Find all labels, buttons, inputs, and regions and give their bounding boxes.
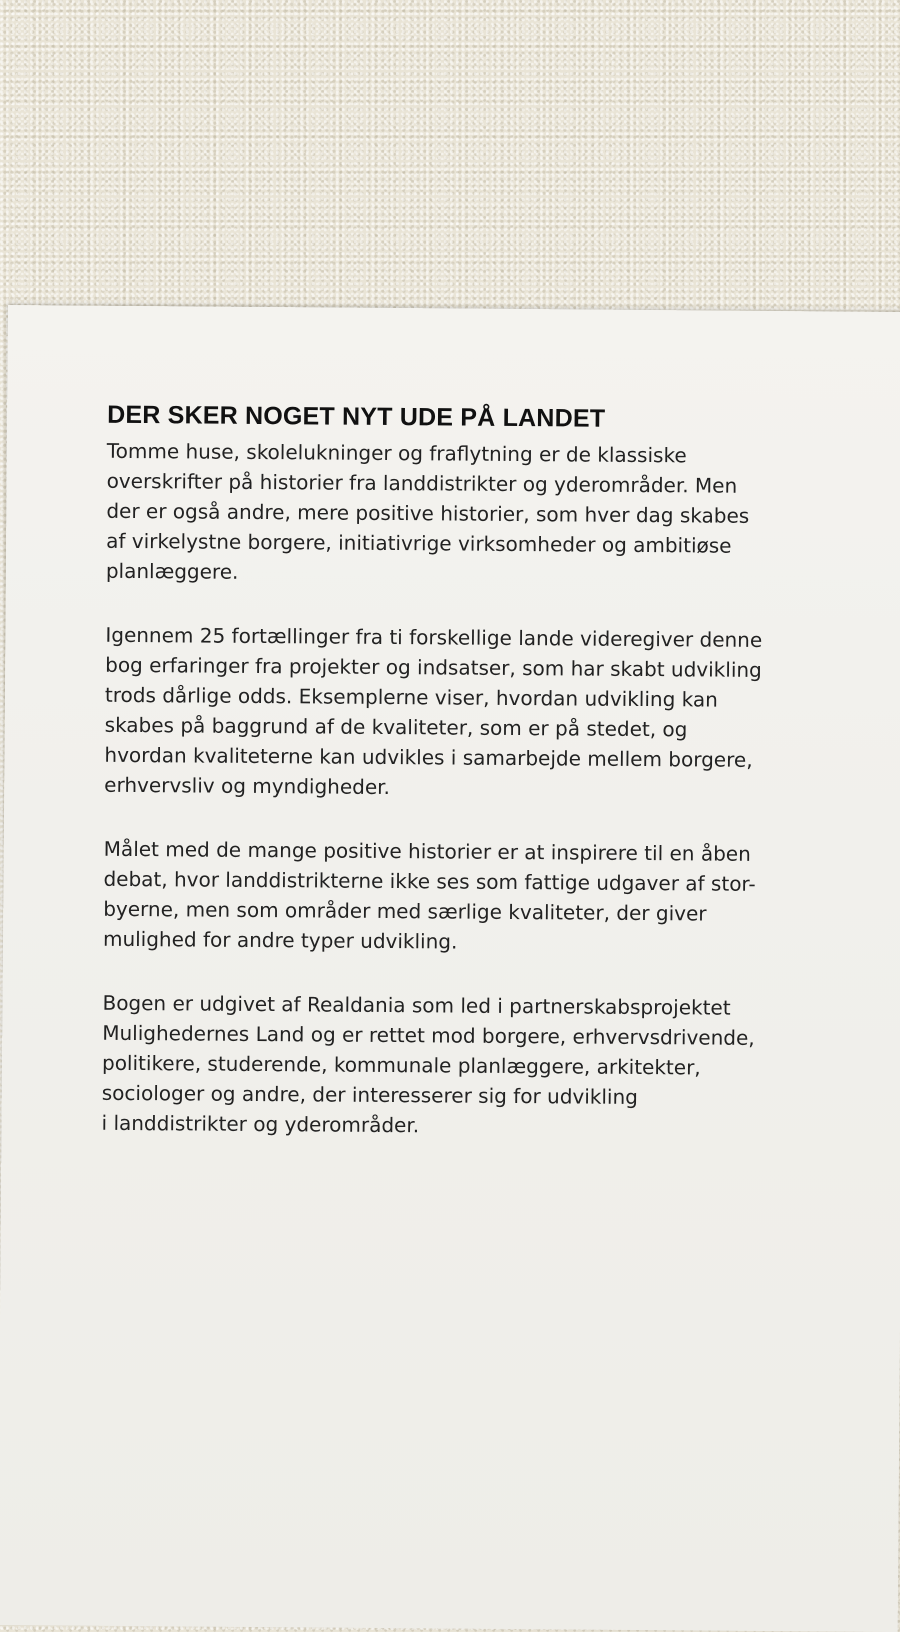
text-line: mulighed for andre typer udvikling. xyxy=(102,926,458,954)
text-line: Bogen er udgivet af Realdania som led i partnerskabsprojektet xyxy=(102,990,731,1020)
text-line: hvordan kvaliteterne kan udvikles i samarbejde mellem borgere, xyxy=(104,742,753,772)
paragraph-3 xyxy=(103,834,864,960)
text-line: Mulighedernes Land og er rettet mod borgere, erhvervsdrivende, xyxy=(102,1020,755,1050)
paragraph-2 xyxy=(104,620,865,806)
text-line: trods dårlige odds. Eksemplerne viser, hvordan udvikling kan xyxy=(104,682,718,712)
text-line: erhvervsliv og myndigheder. xyxy=(104,772,391,800)
paragraph-1 xyxy=(106,436,867,592)
text-line: byerne, men som områder med særlige kvaliteter, der giver xyxy=(103,896,707,926)
paragraph-4 xyxy=(101,988,862,1144)
text-line: planlæggere. xyxy=(105,558,239,584)
book-back-cover xyxy=(0,305,900,1632)
text-line: Målet med de mange positive historier er at inspirere til en åben xyxy=(103,836,751,866)
text-line: Igennem 25 fortællinger fra ti forskellige lande videregiver denne xyxy=(105,622,763,652)
text-line: Tomme huse, skolelukninger og fraflytning er de klassiske xyxy=(106,438,687,468)
text-line: politikere, studerende, kommunale planlæggere, arkitekter, xyxy=(101,1050,701,1080)
text-line: skabes på baggrund af de kvaliteter, som er på stedet, og xyxy=(104,712,688,742)
textured-surface xyxy=(0,0,900,310)
text-line: sociologer og andre, der interesserer sig for udvikling xyxy=(101,1080,639,1109)
cover-text-block xyxy=(101,401,867,1178)
text-line: debat, hvor landdistrikterne ikke ses som fattige udgaver af stor- xyxy=(103,866,756,896)
text-line: der er også andre, mere positive historier, som hver dag skabes xyxy=(106,498,750,528)
page-title: DER SKER NOGET NYT UDE PÅ LANDET xyxy=(107,400,606,433)
text-line: af virkelystne borgere, initiativrige virksomheder og ambitiøse xyxy=(106,528,732,558)
text-line: bog erfaringer fra projekter og indsatser, som har skabt udvikling xyxy=(105,652,762,682)
text-line: overskrifter på historier fra landdistrikter og yderområder. Men xyxy=(106,468,738,498)
text-line: i landdistrikter og yderområder. xyxy=(101,1110,420,1138)
